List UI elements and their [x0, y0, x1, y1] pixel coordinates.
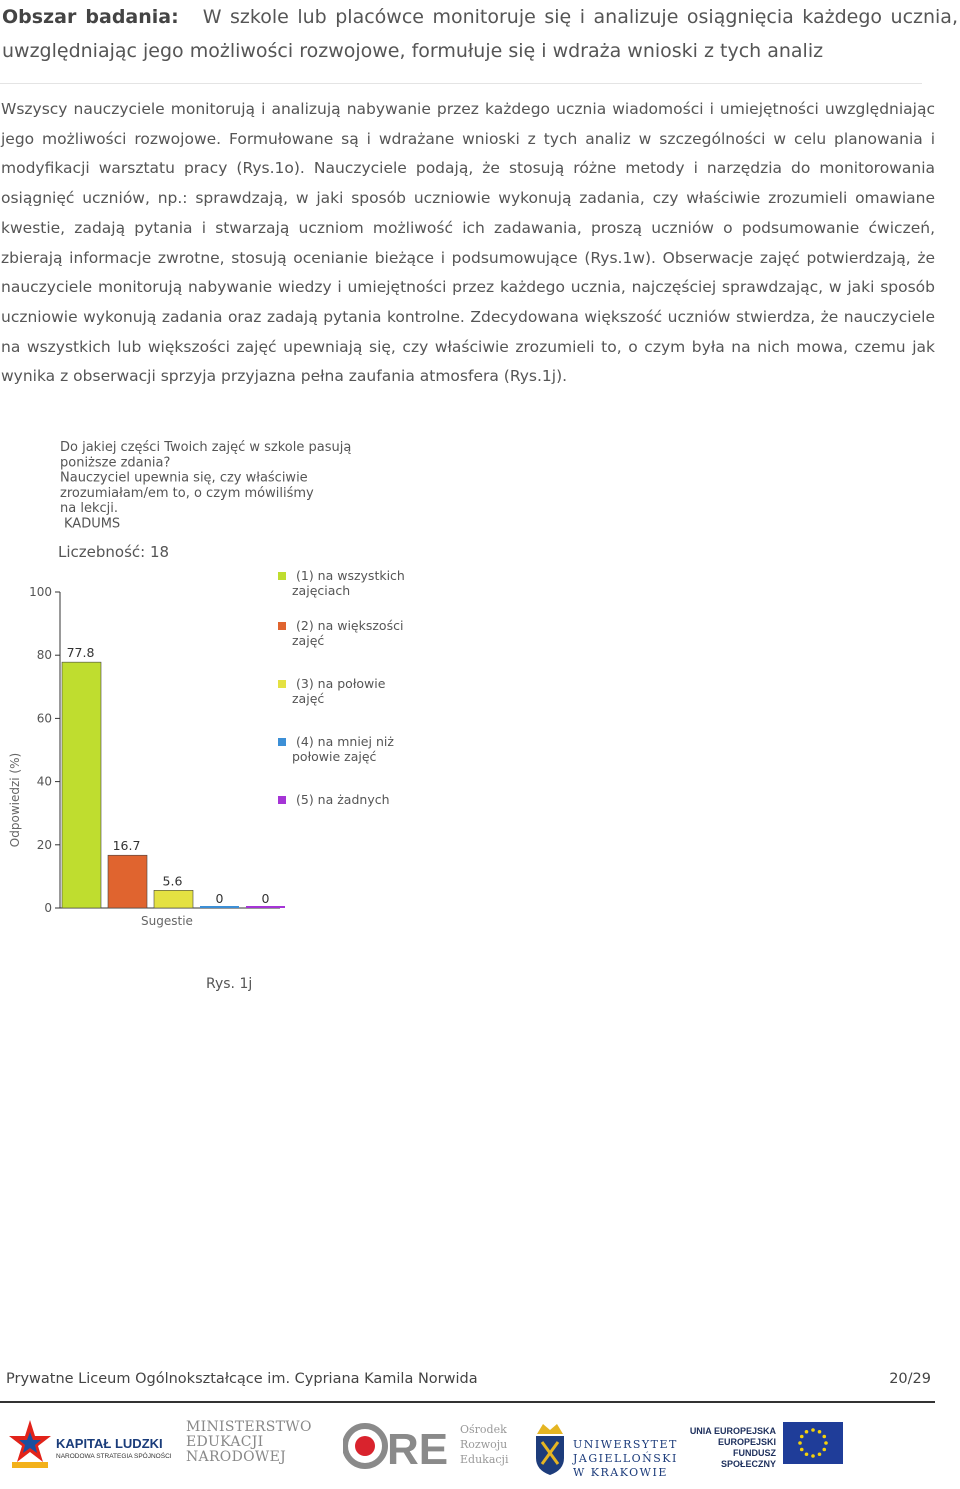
- men-line-2: EDUKACJI: [186, 1434, 264, 1450]
- bar-value-label: 0: [261, 891, 270, 906]
- y-tick-label: 100: [29, 585, 52, 599]
- footer-school-name: Prywatne Liceum Ogólnokształcące im. Cypriana Kamila Norwida: [6, 1371, 478, 1387]
- eu-star-icon: [805, 1430, 809, 1434]
- chart-y-axis-label: Odpowiedzi (%): [8, 752, 22, 848]
- men-line-1: MINISTERSTWO: [186, 1419, 312, 1435]
- y-tick-label: 20: [36, 837, 52, 852]
- figure-caption: Rys. 1j: [206, 976, 253, 992]
- legend-swatch: [278, 622, 286, 630]
- bar-value-label: 0: [215, 891, 224, 906]
- body-paragraph: Wszyscy nauczyciele monitorują i analizują nabywanie przez każdego ucznia wiadomości i umiejętności uwzględniając jego możliwości rozwojowe. Formułowane są i wdrażane wnioski z tych analiz w szczególności w celu planowania i modyfikacji warsztatu pracy (Rys.1o). Nauczyciele podają, że stosują różne metody i narzędzia do monitorowania osiągnięć uczniów, np.: sprawdzają, w jaki sposób uczniowie wykonują zadania, czy właściwie zrozumieli omawiane kwestie, zadają pytania i stwarzają uczniom możliwość ich zadawania, proszą uczniów o podsumowanie ćwiczeń, zbierają informacje zwrotne, stosują ocenianie bieżące i podsumowujące (Rys.1w). Obserwacje zajęć potwierdzają, że nauczyciele monitorują nabywanie wiedzy i umiejętności przez każdego ucznia, najczęściej sprawdzając, w jaki sposób uczniowie wykonują zadania oraz zadają pytania kontrolne. Zdecydowana większość uczniów stwierdza, że nauczyciele na wszystkich lub większości zajęć upewniają się, czy właściwie zrozumieli to, o czym była na nich mowa, czemu jak wynika z obserwacji sprzyja przyjazna pełna zaufania atmosfera (Rys.1j).: [1, 100, 935, 386]
- y-tick-label: 60: [36, 711, 52, 726]
- legend-label: (5) na żadnych: [296, 792, 390, 807]
- legend-swatch: [278, 738, 286, 746]
- legend-label: zajęciach: [292, 583, 351, 598]
- bar: [246, 906, 285, 908]
- eu-star-icon: [818, 1430, 822, 1434]
- legend-swatch: [278, 572, 286, 580]
- legend-swatch: [278, 680, 286, 688]
- legend-label: zajęć: [292, 691, 325, 706]
- chart-bars: [62, 645, 285, 908]
- men-line-3: NARODOWEJ: [186, 1449, 287, 1465]
- eu-star-icon: [805, 1452, 809, 1456]
- logo-kapital-ludzki: [8, 1418, 178, 1478]
- bar: [108, 855, 147, 908]
- ore-line-2: Rozwoju: [460, 1438, 508, 1451]
- chart-legend: [278, 568, 405, 807]
- eu-flag-icon: [783, 1422, 843, 1464]
- ue-line-2: EUROPEJSKI: [717, 1437, 776, 1447]
- eu-star-icon: [824, 1441, 828, 1445]
- chart: [0, 430, 440, 940]
- legend-label: połowie zajęć: [292, 749, 377, 764]
- eu-star-icon: [818, 1452, 822, 1456]
- uj-line-2: JAGIELLOŃSKI: [573, 1452, 678, 1465]
- ore-line-3: Edukacji: [460, 1453, 509, 1466]
- chart-x-axis-label: Sugestie: [141, 914, 193, 928]
- chart-title-line: na lekcji.: [60, 501, 118, 517]
- chart-title-line: Do jakiej części Twoich zajęć w szkole pasują: [60, 440, 352, 455]
- footer-page-number: 20/29: [889, 1371, 931, 1387]
- chart-title-line: KADUMS: [64, 516, 121, 532]
- y-tick-label: 0: [44, 901, 52, 915]
- logo-men: [186, 1420, 312, 1465]
- bar: [62, 662, 101, 908]
- heading-divider: [0, 83, 922, 84]
- legend-swatch: [278, 796, 286, 804]
- bar-value-label: 77.8: [66, 645, 95, 661]
- eu-star-icon: [822, 1435, 826, 1439]
- legend-label: (2) na większości: [296, 618, 404, 633]
- bar: [200, 906, 239, 908]
- ue-line-1: UNIA EUROPEJSKA: [689, 1426, 776, 1436]
- kapital-ludzki-title: KAPITAŁ LUDZKI: [56, 1436, 163, 1451]
- ue-line-3: FUNDUSZ SPOŁECZNY: [720, 1448, 776, 1469]
- uj-line-3: W KRAKOWIE: [573, 1466, 668, 1479]
- logo-uj: [533, 1418, 678, 1482]
- uj-line-1: UNIWERSYTET: [573, 1438, 678, 1451]
- ore-line-1: Ośrodek: [460, 1423, 507, 1436]
- chart-title-line: poniższe zdania?: [60, 455, 171, 471]
- svg-text:RE: RE: [387, 1425, 449, 1472]
- eu-star-icon: [798, 1441, 802, 1445]
- legend-label: (1) na wszystkich: [296, 568, 405, 583]
- eu-star-icon: [800, 1448, 804, 1452]
- ore-mark-icon: [343, 1422, 451, 1472]
- chart-title-line: Nauczyciel upewnia się, czy właściwie: [60, 470, 308, 486]
- area-heading-text: W szkole lub placówce monitoruje się i analizuje osiągnięcia każdego ucznia, uwzględniając jego możliwości rozwojowe, formułuje się i wdraża wnioski z tych analiz: [2, 6, 958, 62]
- page-footer: [6, 1371, 931, 1387]
- y-tick-label: 80: [36, 648, 52, 663]
- bar: [154, 890, 193, 908]
- chart-subtitle: Liczebność: 18: [58, 543, 170, 561]
- eu-star-icon: [800, 1435, 804, 1439]
- bar-value-label: 5.6: [162, 873, 183, 889]
- sponsor-logos: [0, 1410, 960, 1489]
- kapital-ludzki-star-icon: [8, 1418, 52, 1470]
- kapital-ludzki-subtitle: NARODOWA STRATEGIA SPÓJNOŚCI: [56, 1453, 172, 1460]
- uj-crest-icon: [533, 1420, 567, 1476]
- area-heading: [2, 0, 958, 68]
- footer-divider: [0, 1401, 935, 1403]
- legend-label: zajęć: [292, 633, 325, 648]
- eu-star-icon: [811, 1428, 815, 1432]
- eu-star-icon: [811, 1454, 815, 1458]
- eu-star-icon: [822, 1448, 826, 1452]
- legend-label: (3) na połowie: [296, 676, 386, 691]
- bar-value-label: 16.7: [112, 838, 141, 854]
- area-heading-label: Obszar badania:: [2, 6, 179, 28]
- logo-ue: [688, 1422, 848, 1472]
- chart-title: [60, 440, 351, 532]
- logo-ore: [343, 1420, 513, 1480]
- legend-label: (4) na mniej niż: [296, 734, 394, 749]
- chart-title-line: zrozumiałam/em to, o czym mówiliśmy: [60, 485, 314, 501]
- y-tick-label: 40: [36, 774, 52, 789]
